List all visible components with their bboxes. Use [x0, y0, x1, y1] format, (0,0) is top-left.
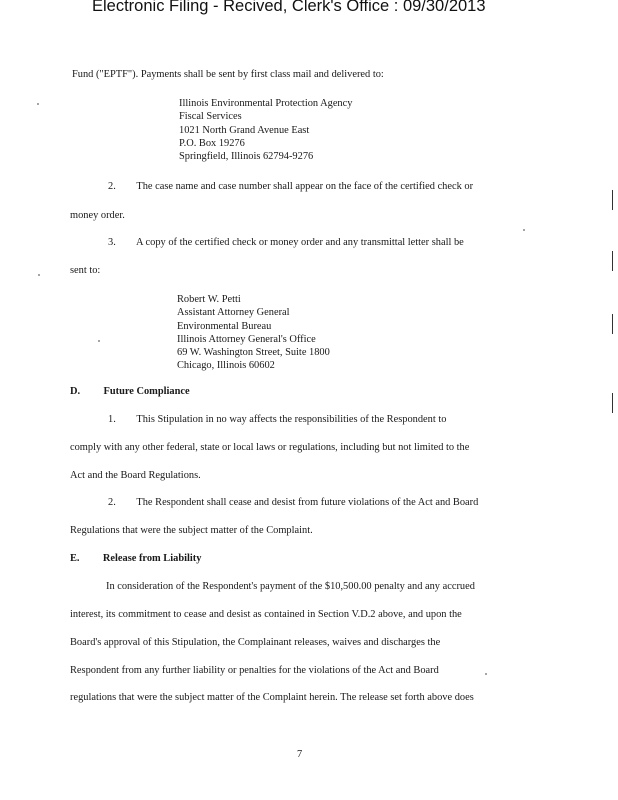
body-line: Board's approval of this Stipulation, the Complainant releases, waives and discharges the — [70, 637, 441, 648]
ag-address-block — [177, 293, 330, 373]
electronic-filing-stamp: Electronic Filing - Recived, Clerk's Office : 09/30/2013 — [92, 0, 486, 15]
iepa-address-block — [179, 97, 352, 163]
body-line: Act and the Board Regulations. — [70, 470, 201, 481]
body-line: Respondent from any further liability or penalties for the violations of the Act and Board — [70, 665, 439, 676]
body-line: Fund ("EPTF"). Payments shall be sent by first class mail and delivered to: — [72, 69, 384, 80]
scan-mark — [612, 251, 613, 271]
scan-speck — [523, 229, 525, 231]
scan-speck — [98, 340, 100, 342]
scan-mark — [612, 314, 613, 334]
address-line: Assistant Attorney General — [177, 307, 290, 319]
body-line: comply with any other federal, state or local laws or regulations, including but not limited to the — [70, 442, 470, 453]
body-line: 3. A copy of the certified check or money order and any transmittal letter shall be — [108, 237, 464, 248]
address-line: Robert W. Petti — [177, 294, 241, 305]
address-line: P.O. Box 19276 — [179, 137, 245, 149]
scan-mark — [612, 393, 613, 413]
body-line: 1. This Stipulation in no way affects the responsibilities of the Respondent to — [108, 414, 447, 425]
body-line: money order. — [70, 210, 125, 221]
body-line: regulations that were the subject matter of the Complaint herein. The release set forth above does — [70, 692, 474, 703]
address-line: 1021 North Grand Avenue East — [179, 124, 310, 136]
body-line: Regulations that were the subject matter of the Complaint. — [70, 525, 313, 536]
page-number: 7 — [297, 749, 303, 760]
address-line: Illinois Attorney General's Office — [177, 333, 316, 345]
scan-speck — [38, 274, 40, 276]
scan-speck — [485, 673, 487, 675]
body-line: 2. The Respondent shall cease and desist from future violations of the Act and Board — [108, 497, 479, 508]
scan-speck — [37, 103, 39, 105]
address-line: Illinois Environmental Protection Agency — [179, 98, 353, 109]
section-heading-d: D. Future Compliance — [70, 386, 190, 397]
body-line: sent to: — [70, 265, 101, 276]
address-line: Fiscal Services — [179, 111, 242, 123]
scan-mark — [612, 190, 613, 210]
body-line: interest, its commitment to cease and desist as contained in Section V.D.2 above, and upon the — [70, 609, 462, 620]
address-line: Environmental Bureau — [177, 320, 272, 332]
address-line: 69 W. Washington Street, Suite 1800 — [177, 347, 330, 359]
address-line: Chicago, Illinois 60602 — [177, 360, 275, 372]
body-line: 2. The case name and case number shall appear on the face of the certified check or — [108, 181, 474, 192]
address-line: Springfield, Illinois 62794-9276 — [179, 151, 314, 163]
section-heading-e: E. Release from Liability — [70, 553, 202, 564]
body-line: In consideration of the Respondent's payment of the $10,500.00 penalty and any accrued — [106, 581, 475, 592]
